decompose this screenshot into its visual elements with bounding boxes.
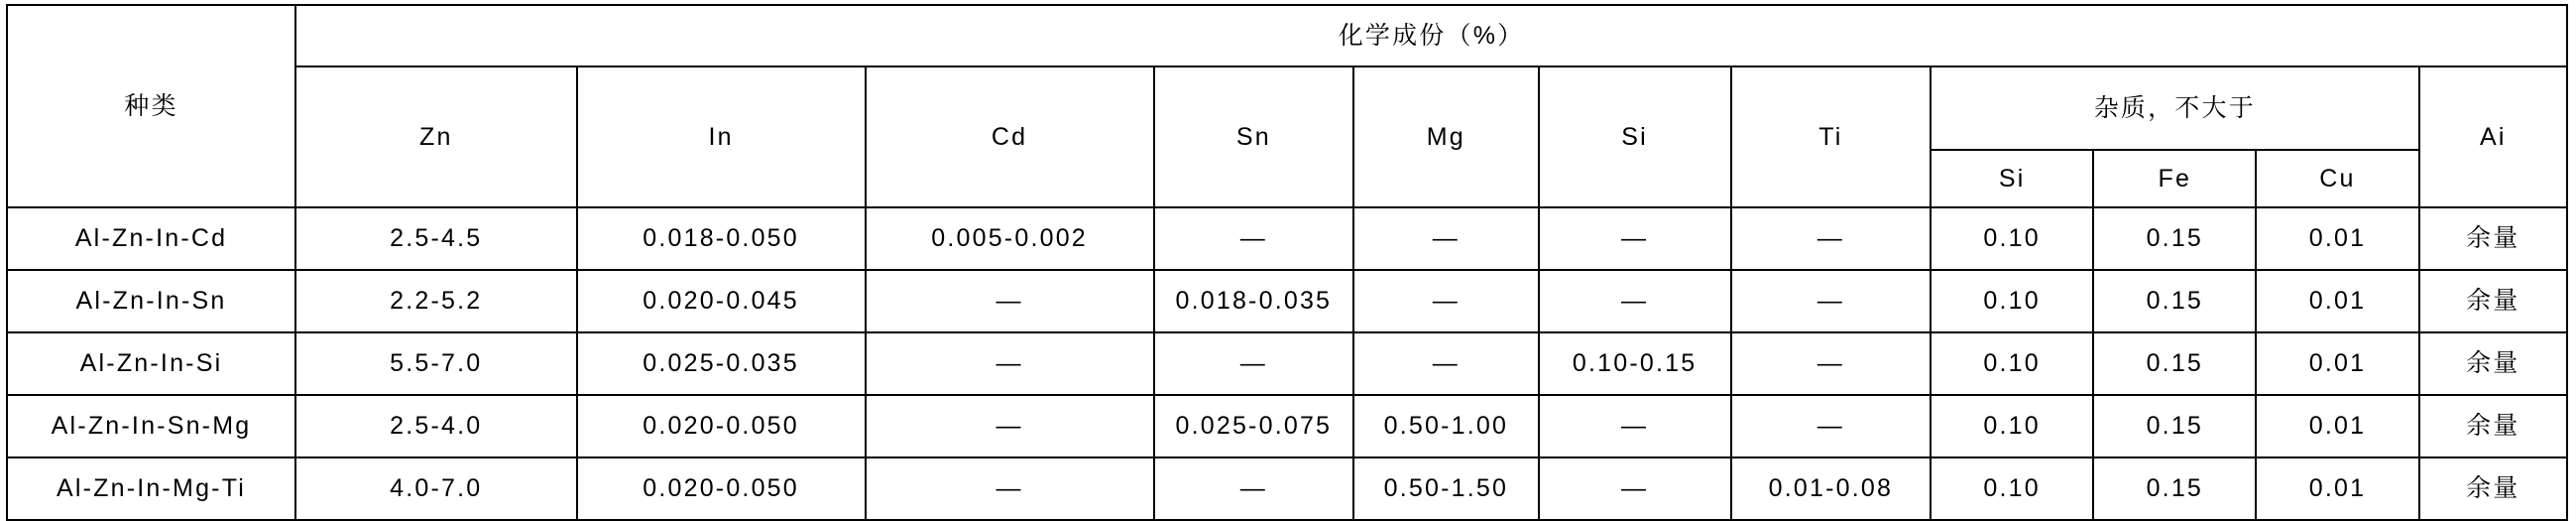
cell-impurity-si: 0.10 <box>1931 395 2093 457</box>
cell-mg: 0.50-1.50 <box>1353 457 1539 520</box>
cell-mg: — <box>1353 332 1539 395</box>
table-row <box>7 270 2567 332</box>
table-row <box>7 457 2567 520</box>
header-element-cd: Cd <box>866 66 1154 207</box>
row-name: Al-Zn-In-Si <box>7 332 295 395</box>
header-composition: 化学成份（%） <box>295 5 2567 66</box>
cell-balance: 余量 <box>2419 332 2567 395</box>
cell-sn: 0.025-0.075 <box>1154 395 1353 457</box>
cell-impurity-cu: 0.01 <box>2256 395 2418 457</box>
cell-zn: 5.5-7.0 <box>295 332 577 395</box>
cell-impurity-fe: 0.15 <box>2093 270 2256 332</box>
cell-cd: — <box>866 457 1154 520</box>
row-name: Al-Zn-In-Cd <box>7 207 295 270</box>
header-balance: Ai <box>2419 66 2567 207</box>
cell-si: — <box>1539 270 1731 332</box>
cell-impurity-fe: 0.15 <box>2093 395 2256 457</box>
cell-ti: — <box>1731 332 1931 395</box>
header-element-mg: Mg <box>1353 66 1539 207</box>
table-header-row-top <box>7 5 2567 66</box>
cell-in: 0.025-0.035 <box>577 332 866 395</box>
cell-impurity-cu: 0.01 <box>2256 332 2418 395</box>
header-element-sn: Sn <box>1154 66 1353 207</box>
cell-sn: 0.018-0.035 <box>1154 270 1353 332</box>
header-element-zn: Zn <box>295 66 577 207</box>
cell-zn: 4.0-7.0 <box>295 457 577 520</box>
cell-impurity-cu: 0.01 <box>2256 457 2418 520</box>
cell-sn: — <box>1154 332 1353 395</box>
cell-mg: — <box>1353 207 1539 270</box>
cell-zn: 2.5-4.0 <box>295 395 577 457</box>
table-header-row-mid <box>7 66 2567 150</box>
cell-impurity-si: 0.10 <box>1931 457 2093 520</box>
cell-impurity-si: 0.10 <box>1931 270 2093 332</box>
cell-balance: 余量 <box>2419 395 2567 457</box>
cell-ti: — <box>1731 395 1931 457</box>
cell-balance: 余量 <box>2419 457 2567 520</box>
chemical-composition-table <box>6 4 2568 521</box>
cell-impurity-fe: 0.15 <box>2093 207 2256 270</box>
cell-sn: — <box>1154 457 1353 520</box>
table-row <box>7 207 2567 270</box>
cell-in: 0.020-0.050 <box>577 395 866 457</box>
cell-balance: 余量 <box>2419 207 2567 270</box>
table-row <box>7 395 2567 457</box>
cell-balance: 余量 <box>2419 270 2567 332</box>
cell-impurity-fe: 0.15 <box>2093 332 2256 395</box>
row-name: Al-Zn-In-Sn-Mg <box>7 395 295 457</box>
header-impurity-fe: Fe <box>2093 150 2256 207</box>
cell-impurity-si: 0.10 <box>1931 332 2093 395</box>
header-impurity-group: 杂质，不大于 <box>1931 66 2418 150</box>
cell-si: — <box>1539 207 1731 270</box>
header-impurity-cu: Cu <box>2256 150 2418 207</box>
cell-cd: — <box>866 332 1154 395</box>
cell-si: 0.10-0.15 <box>1539 332 1731 395</box>
cell-si: — <box>1539 457 1731 520</box>
header-element-ti: Ti <box>1731 66 1931 207</box>
header-element-si: Si <box>1539 66 1731 207</box>
cell-mg: — <box>1353 270 1539 332</box>
header-impurity-si: Si <box>1931 150 2093 207</box>
cell-zn: 2.5-4.5 <box>295 207 577 270</box>
cell-ti: — <box>1731 270 1931 332</box>
header-kind: 种类 <box>7 5 295 207</box>
cell-in: 0.020-0.050 <box>577 457 866 520</box>
table-row <box>7 332 2567 395</box>
cell-si: — <box>1539 395 1731 457</box>
cell-cd: 0.005-0.002 <box>866 207 1154 270</box>
cell-zn: 2.2-5.2 <box>295 270 577 332</box>
cell-in: 0.018-0.050 <box>577 207 866 270</box>
cell-impurity-cu: 0.01 <box>2256 207 2418 270</box>
cell-sn: — <box>1154 207 1353 270</box>
cell-in: 0.020-0.045 <box>577 270 866 332</box>
row-name: Al-Zn-In-Sn <box>7 270 295 332</box>
cell-impurity-fe: 0.15 <box>2093 457 2256 520</box>
cell-cd: — <box>866 270 1154 332</box>
header-element-in: In <box>577 66 866 207</box>
cell-ti: — <box>1731 207 1931 270</box>
cell-impurity-si: 0.10 <box>1931 207 2093 270</box>
cell-ti: 0.01-0.08 <box>1731 457 1931 520</box>
row-name: Al-Zn-In-Mg-Ti <box>7 457 295 520</box>
cell-cd: — <box>866 395 1154 457</box>
cell-mg: 0.50-1.00 <box>1353 395 1539 457</box>
cell-impurity-cu: 0.01 <box>2256 270 2418 332</box>
